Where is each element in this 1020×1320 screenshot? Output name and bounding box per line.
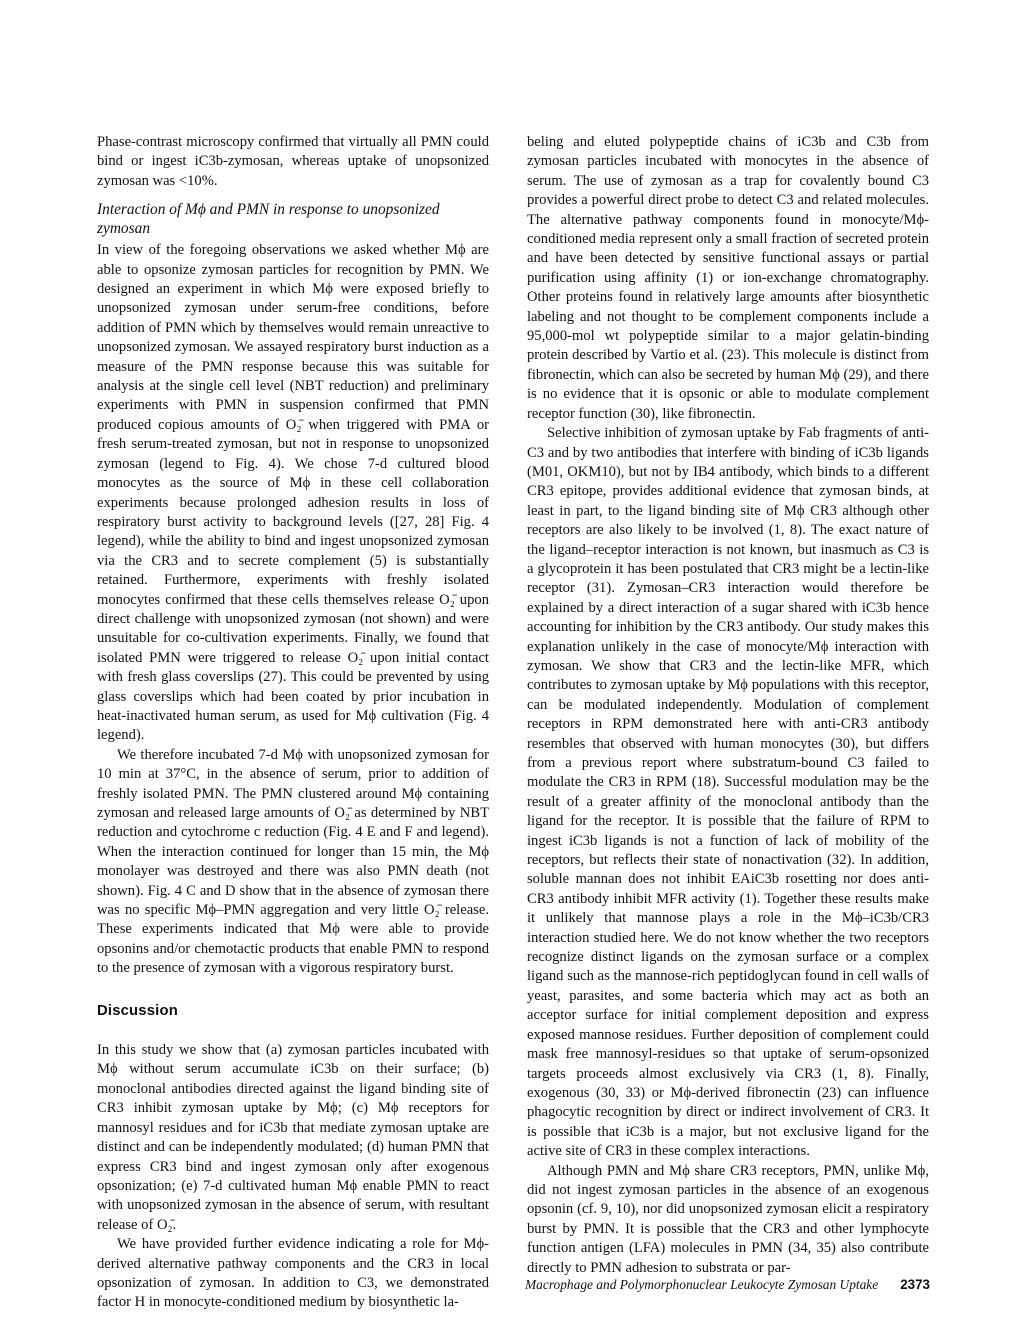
- subsection-paragraph: In view of the foregoing observations we asked whether Mϕ are able to opsonize zymosan particles for recognition by PMN. We designed an experiment in which Mϕ were exposed briefly to unopsonized zymosan under serum-free conditions, before addition of PMN which by themselves would remain unreactive to unopsonized zymosan. We assayed respiratory burst induction as a measure of the PMN response because this was suitable for analysis at the single cell level (NBT reduction) and preliminary experiments with PMN in suspension confirmed that PMN produced copious amounts of O₂̄ when triggered with PMA or fresh serum-treated zymosan, but not in response to unopsonized zymosan (legend to Fig. 4). We chose 7-d cultured blood monocytes as the source of Mϕ in these cell collaboration experiments because prolonged adhesion results in loss of respiratory burst activity to background levels ([27, 28] Fig. 4 legend), while the ability to bind and ingest unopsonized zymosan via the CR3 and to secrete complement (5) is substantially retained. Furthermore, experiments with freshly isolated monocytes confirmed that these cells themselves release O₂̄ upon direct challenge with unopsonized zymosan (not shown) and were unsuitable for co-cultivation experiments. Finally, we found that isolated PMN were triggered to release O₂̄ upon initial contact with fresh glass coverslips (27). This could be prevented by using glass coverslips which had been coated by prior incubation in heat-inactivated human serum, as used for Mϕ cultivation (Fig. 4 legend).: [97, 242, 489, 744]
- page-number: 2373: [900, 1277, 930, 1292]
- body-paragraph: Selective inhibition of zymosan uptake by Fab fragments of anti-C3 and by two antibodies that interfere with binding of iC3b ligands (M01, OKM10), but not by IB4 antibody, which binds to a different CR3 epitope, provides additional evidence that zymosan binds, at least in part, to the ligand binding site of Mϕ CR3 although other receptors are also likely to be involved (1, 8). The exact nature of the ligand–receptor interaction is not known, but inasmuch as C3 is a glycoprotein it has been postulated that CR3 might be a lectin-like receptor (31). Zymosan–CR3 interaction would therefore be explained by a direct interaction of a sugar shared with iC3b hence accounting for inhibition by the CR3 antibody. Our study makes this explanation unlikely in the case of monocyte/Mϕ interaction with zymosan. We show that CR3 and the lectin-like MFR, which contributes to zymosan uptake by Mϕ populations with this receptor, can be modulated independently. Modulation of complement receptors in RPM demonstrated here with anti-CR3 antibody resembles that observed with human monocytes (30), but differs from a previous report where substratum-bound C3 failed to modulate the CR3 in RPM (18). Successful modulation may be the result of a greater affinity of the monoclonal antibody than the ligand for the receptor. It is possible that the failure of RPM to ingest iC3b ligands is not a function of lack of mobility of the receptors, but reflects their state of nonactivation (32). In addition, soluble mannan does not inhibit EAiC3b rosetting nor does anti-CR3 antibody inhibit MFR activity (1). Together these results make it unlikely that mannose plays a role in the Mϕ–iC3b/CR3 interaction studied here. We do not know whether the two receptors recognize distinct ligands on the zymosan surface or a complex ligand such as the mannose-rich peptidoglycan found in cell walls of yeast, parasites, and some bacteria which may act as both an acceptor surface for initial complement deposition and express exposed mannose residues. Further deposition of complement could mask free mannosyl-residues so that uptake of serum-opsonized targets proceeds almost exclusively via CR3 (1, 8). Finally, exogenous (30, 33) or Mϕ-derived fibronectin (23) can influence phagocytic recognition by direct or indirect involvement of CR3. It is possible that iC3b is a major, but not exclusive ligand for the active site of CR3 in these complex interactions.: [527, 425, 929, 1160]
- discussion-paragraph: We have provided further evidence indicating a role for Mϕ-derived alternative pathway components and the CR3 in local opsonization of zymosan. In addition to C3, we demonstrated factor H in monocyte-conditioned medium by biosynthetic la-: [97, 1236, 489, 1311]
- intro-paragraph: Phase-contrast microscopy confirmed that virtually all PMN could bind or ingest iC3b-zymosan, whereas uptake of unopsonized zymosan was <10%.: [97, 134, 489, 189]
- body-paragraph: Although PMN and Mϕ share CR3 receptors, PMN, unlike Mϕ, did not ingest zymosan particles in the absence of an exogenous opsonin (cf. 9, 10), nor did unopsonized zymosan elicit a respiratory burst by PMN. It is possible that the CR3 and other lymphocyte function antigen (LFA) molecules in PMN (34, 35) also contribute directly to PMN adhesion to substrata or par-: [527, 1162, 929, 1276]
- running-title: Macrophage and Polymorphonuclear Leukocyte Zymosan Uptake: [525, 1277, 879, 1292]
- discussion-paragraph: In this study we show that (a) zymosan particles incubated with Mϕ without serum accumulate iC3b on their surface; (b) monoclonal antibodies directed against the ligand binding site of CR3 inhibit zymosan uptake by Mϕ; (c) Mϕ receptors for mannosyl residues and for iC3b that mediate zymosan uptake are distinct and can be independently modulated; (d) human PMN that express CR3 bind and ingest zymosan only after exogenous opsonization; (e) 7-d cultivated human Mϕ enable PMN to react with unopsonized zymosan in the absence of serum, with resultant release of O₂̄.: [97, 1042, 489, 1233]
- left-column: [97, 133, 489, 1313]
- right-column: [527, 133, 929, 1278]
- body-paragraph: beling and eluted polypeptide chains of iC3b and C3b from zymosan particles incubated with monocytes in the absence of serum. The use of zymosan as a trap for covalently bound C3 provides a powerful direct probe to detect C3 and related molecules. The alternative pathway components found in monocyte/Mϕ-conditioned media represent only a small fraction of secreted protein and have been detected by sensitive functional assays or partial purification using affinity (1) or ion-exchange chromatography. Other proteins found in relatively large amounts after biosynthetic labeling and not thought to be complement components include a 95,000-mol wt polypeptide similar to a major gelatin-binding protein described by Vartio et al. (23). This molecule is distinct from fibronectin, which can also be secreted by human Mϕ (29), and there is no evidence that it is opsonic or able to modulate complement receptor function (30), like fibronectin.: [527, 134, 929, 422]
- section-heading-discussion: Discussion: [97, 1002, 178, 1019]
- subsection-paragraph: We therefore incubated 7-d Mϕ with unopsonized zymosan for 10 min at 37°C, in the absence of serum, prior to addition of freshly isolated PMN. The PMN clustered around Mϕ containing zymosan and released large amounts of O₂̄ as determined by NBT reduction and cytochrome c reduction (Fig. 4 E and F and legend). When the interaction continued for longer than 15 min, the Mϕ monolayer was destroyed and there was also PMN death (not shown). Fig. 4 C and D show that in the absence of zymosan there was no specific Mϕ–PMN aggregation and very little O₂̄ release. These experiments indicated that Mϕ were able to provide opsonins and/or chemotactic products that enable PMN to respond to the presence of zymosan with a vigorous respiratory burst.: [97, 746, 489, 977]
- page-footer: [470, 1277, 930, 1293]
- subsection-heading: Interaction of Mϕ and PMN in response to unopsonized zymosan: [97, 201, 440, 238]
